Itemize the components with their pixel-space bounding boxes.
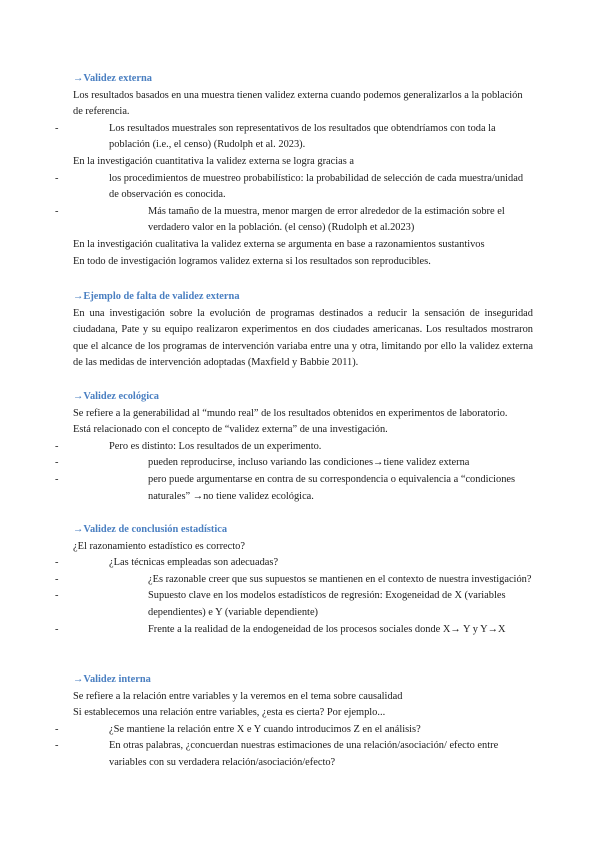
- list-item-text: ¿Es razonable creer que sus supuestos se mantienen en el contexto de nuestra investigación?: [148, 573, 532, 585]
- list-item: [55, 204, 533, 237]
- paragraph: ¿El razonamiento estadístico es correcto?: [73, 540, 245, 552]
- paragraph: En todo de investigación logramos validez externa si los resultados son reproducibles.: [73, 255, 431, 267]
- list-item: [55, 439, 533, 456]
- paragraph: Si establecemos una relación entre variables, ¿esta es cierta? Por ejemplo...: [73, 707, 386, 719]
- section-validez-ecologica: [55, 389, 533, 505]
- list-item: [55, 171, 533, 204]
- paragraph: En la investigación cuantitativa la validez externa se logra gracias a: [73, 155, 354, 167]
- bullet-dash: -: [55, 557, 59, 569]
- paragraph: En la investigación cualitativa la validez externa se argumenta en base a razonamientos sustantivos: [73, 238, 485, 250]
- bullet-dash: -: [55, 473, 59, 485]
- bullet-dash: -: [55, 590, 59, 602]
- list-item-text: Frente a la realidad de la endogeneidad de los procesos sociales donde X→ Y y Y→X: [148, 623, 506, 635]
- bullet-dash: -: [55, 172, 59, 184]
- section-validez-externa: [55, 71, 533, 270]
- paragraph: Los resultados basados en una muestra tienen validez externa cuando podemos generalizarlos a la población de referencia.: [73, 89, 523, 118]
- list-item-text: pero puede argumentarse en contra de su correspondencia o equivalencia a “condiciones naturales” →no tiene validez ecológica.: [148, 473, 516, 502]
- section-heading: →Validez interna: [73, 674, 151, 685]
- list-item-text: ¿Se mantiene la relación entre X e Y cuando introducimos Z en el análisis?: [109, 723, 421, 735]
- list-item-text: ¿Las técnicas empleadas son adecuadas?: [109, 557, 279, 569]
- list-item: [55, 572, 533, 589]
- list-item: [55, 555, 533, 572]
- bullet-dash: -: [55, 457, 59, 469]
- bullet-dash: -: [55, 440, 59, 452]
- paragraph: Se refiere a la relación entre variables y la veremos en el tema sobre causalidad: [73, 690, 403, 702]
- paragraph: En una investigación sobre la evolución de programas destinados a reducir la sensación de inseguridad ciudadana, Pate y su equipo realizaron experimentos en dos ciudades americanas. Los resultados mostraron que el alcance de los programas de intervención variaba entre una y otra, limitando por ello la validez externa de las medidas de intervención adoptadas (Maxfield y Babbie 2011).: [73, 307, 533, 369]
- list-item-text: Los resultados muestrales son representativos de los resultados que obtendríamos con toda la población (i.e., el censo) (Rudolph et al. 2023).: [109, 122, 496, 151]
- list-item-text: Pero es distinto: Los resultados de un experimento.: [109, 440, 322, 452]
- bullet-dash: -: [55, 723, 59, 735]
- section-ejemplo-falta-validez: [73, 289, 533, 372]
- paragraph: Se refiere a la generabilidad al “mundo real” de los resultados obtenidos en experimentos de laboratorio.: [73, 407, 508, 419]
- list-item-text: pueden reproducirse, incluso variando las condiciones→tiene validez externa: [148, 457, 470, 469]
- list-item: [55, 472, 533, 505]
- list-item: [55, 588, 533, 621]
- bullet-dash: -: [55, 740, 59, 752]
- section-heading: →Validez de conclusión estadística: [73, 524, 228, 535]
- list-item: [55, 722, 533, 739]
- bullet-dash: -: [55, 205, 59, 217]
- section-heading: →Validez externa: [73, 73, 152, 84]
- list-item: [55, 121, 533, 154]
- bullet-dash: -: [55, 573, 59, 585]
- list-item-text: Más tamaño de la muestra, menor margen de error alrededor de la estimación sobre el verdadero valor en la población. (el censo) (Rudolph et al.2023): [148, 205, 505, 234]
- list-item: [55, 738, 533, 771]
- bullet-dash: -: [55, 623, 59, 635]
- list-item: [55, 622, 533, 639]
- list-item-text: los procedimientos de muestreo probabilístico: la probabilidad de selección de cada muestra/unidad de observación es conocida.: [109, 172, 524, 201]
- list-item-text: En otras palabras, ¿concuerdan nuestras estimaciones de una relación/asociación/ efecto entre variables con su verdadera relación/asociación/efecto?: [109, 740, 499, 768]
- paragraph: Está relacionado con el concepto de “validez externa” de una investigación.: [73, 424, 388, 436]
- list-item: [55, 455, 533, 472]
- bullet-dash: -: [55, 122, 59, 134]
- list-item-text: Supuesto clave en los modelos estadísticos de regresión: Exogeneidad de X (variables dependientes) e Y (variable dependiente): [148, 590, 506, 618]
- section-validez-conclusion-estadistica: [55, 522, 533, 638]
- section-validez-interna: [55, 672, 533, 772]
- section-heading: →Validez ecológica: [73, 391, 159, 402]
- section-heading: →Ejemplo de falta de validez externa: [73, 291, 240, 302]
